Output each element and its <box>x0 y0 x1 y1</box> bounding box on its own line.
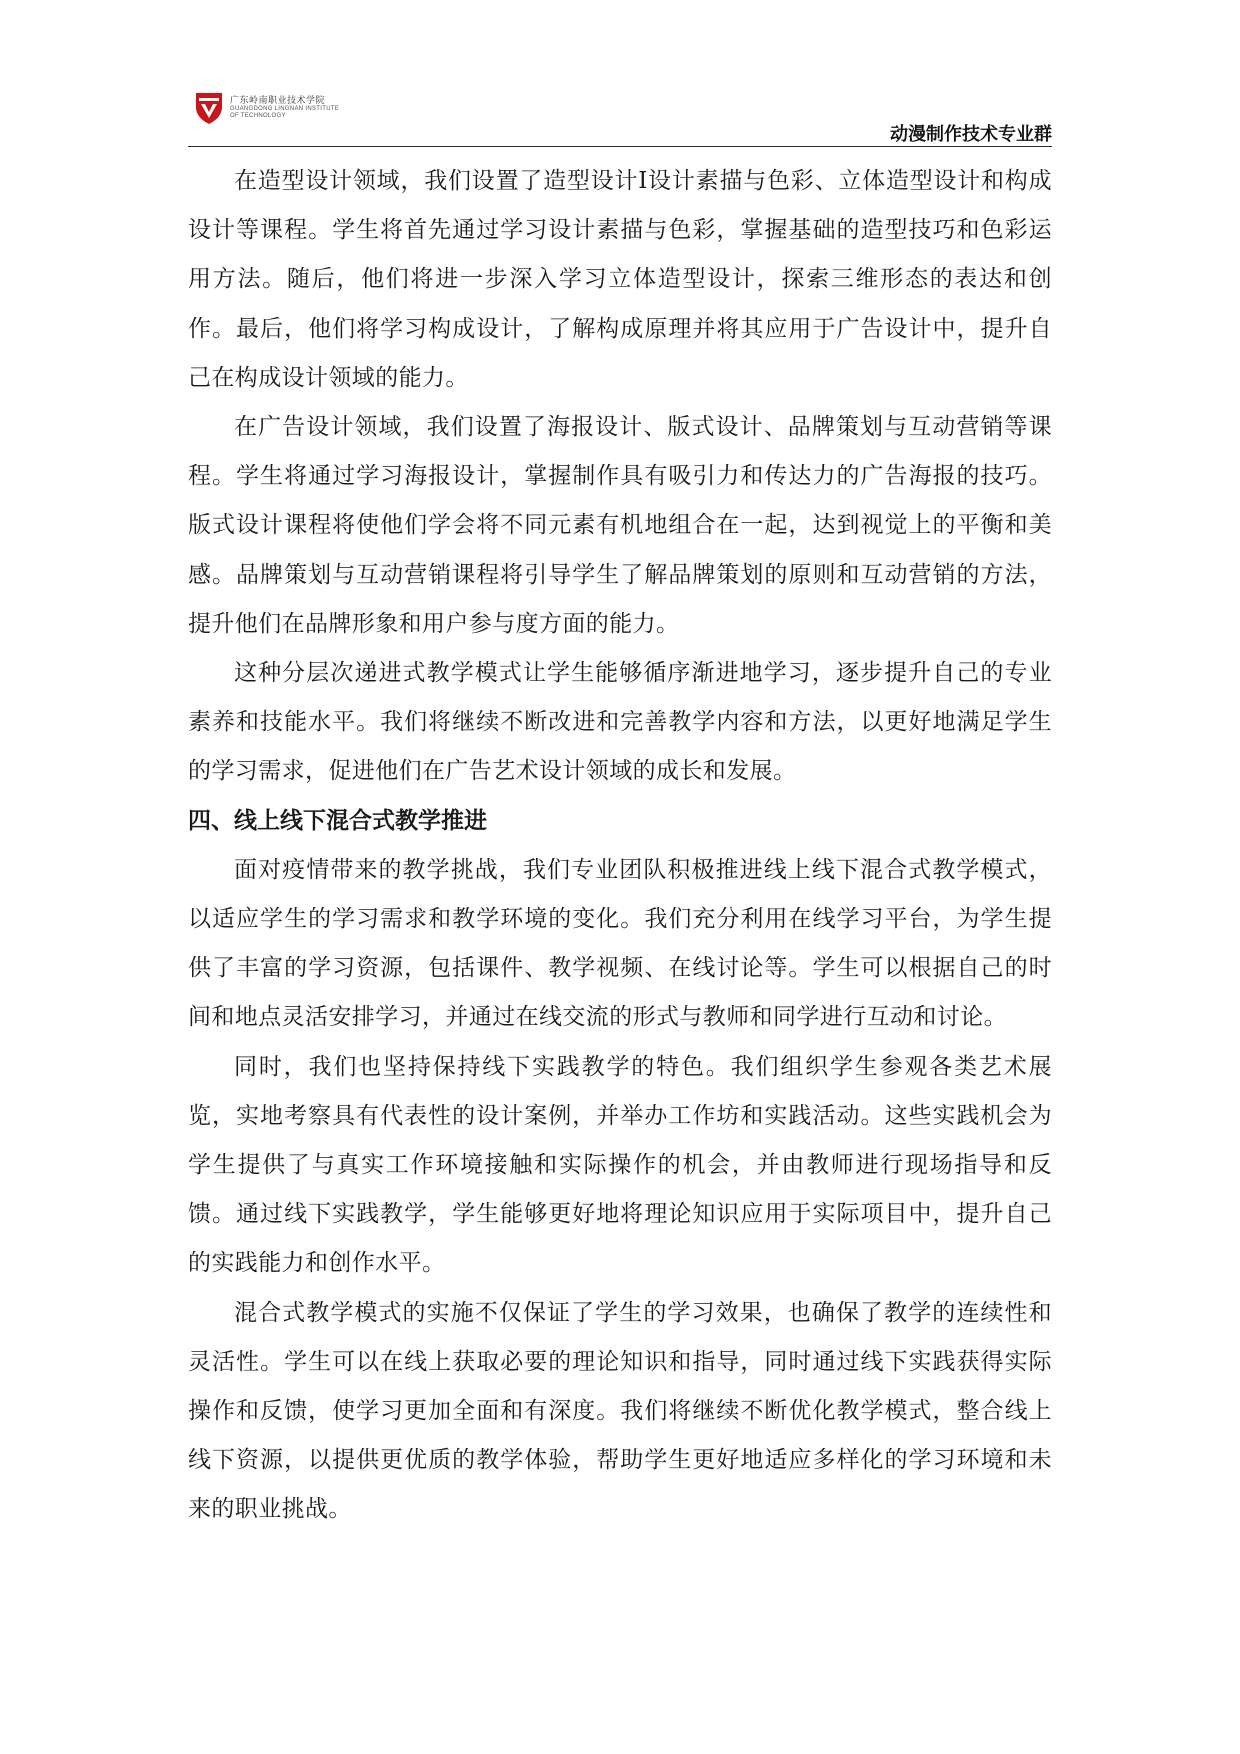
paragraph: 在广告设计领域，我们设置了海报设计、版式设计、品牌策划与互动营销等课程。学生将通过学习海报设计，掌握制作具有吸引力和传达力的广告海报的技巧。版式设计课程将使他们学会将不同元素有机地组合在一起，达到视觉上的平衡和美感。品牌策划与互动营销课程将引导学生了解品牌策划的原则和互动营销的方法，提升他们在品牌形象和用户参与度方面的能力。 <box>188 414 1052 637</box>
college-shield-icon <box>194 91 224 125</box>
logo-name-en: GUANGDONG LINGNAN INSTITUTE OF TECHNOLOGY <box>230 106 340 120</box>
paragraph: 面对疫情带来的教学挑战，我们专业团队积极推进线上线下混合式教学模式，以适应学生的学习需求和教学环境的变化。我们充分利用在线学习平台，为学生提供了丰富的学习资源，包括课件、教学视频、在线讨论等。学生可以根据自己的时间和地点灵活安排学习，并通过在线交流的形式与教师和同学进行互动和讨论。 <box>188 856 1052 1031</box>
page-header <box>0 0 1240 150</box>
paragraph: 混合式教学模式的实施不仅保证了学生的学习效果，也确保了教学的连续性和灵活性。学生可以在线上获取必要的理论知识和指导，同时通过线下实践获得实际操作和反馈，使学习更加全面和有深度。我们将继续不断优化教学模式，整合线上线下资源，以提供更优质的教学体验，帮助学生更好地适应多样化的学习环境和未来的职业挑战。 <box>188 1299 1052 1523</box>
section-heading: 四、线上线下混合式教学推进 <box>188 807 487 834</box>
header-divider <box>188 146 1052 147</box>
document-body <box>188 157 1052 1535</box>
paragraph: 这种分层次递进式教学模式让学生能够循序渐进地学习，逐步提升自己的专业素养和技能水平。我们将继续不断改进和完善教学内容和方法，以更好地满足学生的学习需求，促进他们在广告艺术设计领域的成长和发展。 <box>188 660 1052 785</box>
logo-name-cn: 广东岭南职业技术学院 <box>230 95 326 106</box>
college-logo <box>194 91 340 125</box>
paragraph: 同时，我们也坚持保持线下实践教学的特色。我们组织学生参观各类艺术展览，实地考察具有代表性的设计案例，并举办工作坊和实践活动。这些实践机会为学生提供了与真实工作环境接触和实际操作的机会，并由教师进行现场指导和反馈。通过线下实践教学，学生能够更好地将理论知识应用于实际项目中，提升自己的实践能力和创作水平。 <box>188 1053 1052 1277</box>
header-title: 动漫制作技术专业群 <box>890 124 1052 145</box>
paragraph: 在造型设计领域，我们设置了造型设计Ⅰ设计素描与色彩、立体造型设计和构成设计等课程。学生将首先通过学习设计素描与色彩，掌握基础的造型技巧和色彩运用方法。随后，他们将进一步深入学习立体造型设计，探索三维形态的表达和创作。最后，他们将学习构成设计，了解构成原理并将其应用于广告设计中，提升自己在构成设计领域的能力。 <box>188 168 1052 391</box>
